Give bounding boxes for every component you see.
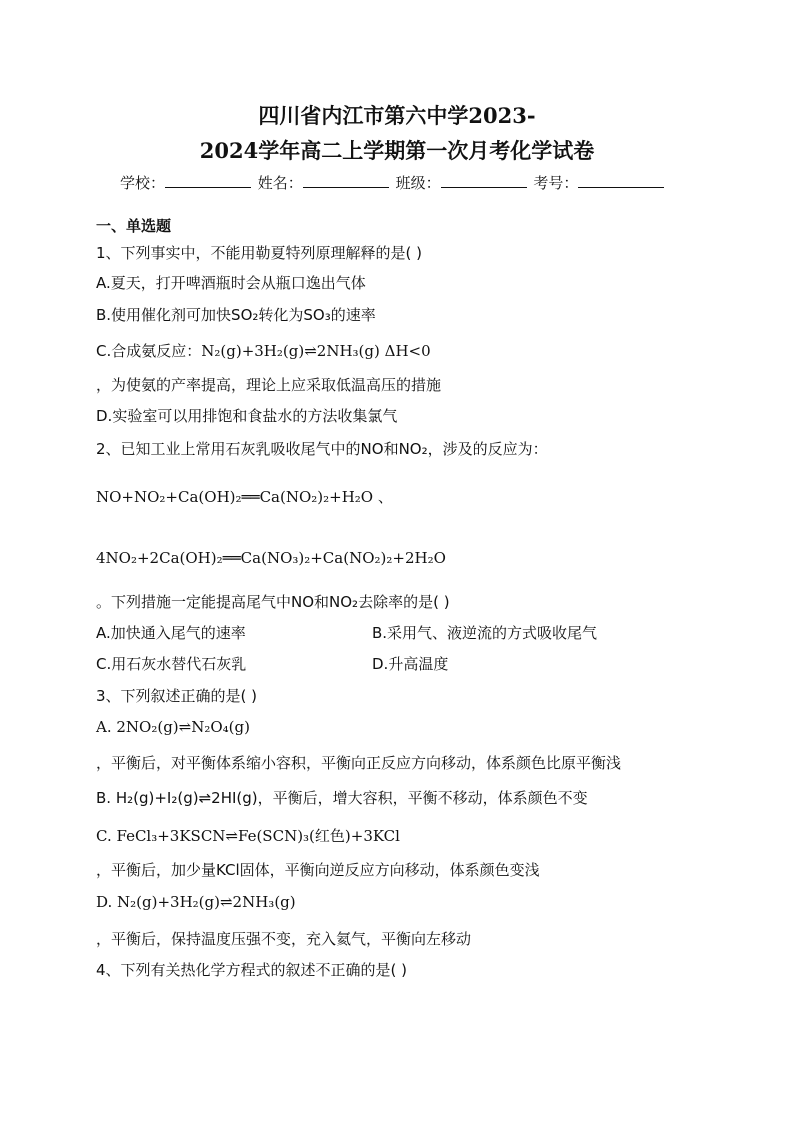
q2-stem: 2、已知工业上常用石灰乳吸收尾气中的NO和NO₂，涉及的反应为： <box>96 440 548 458</box>
section-heading: 一、单选题 <box>96 217 172 235</box>
q1-option-c-prefix: C.合成氨反应： <box>96 342 202 360</box>
student-info-line <box>120 172 680 193</box>
q1-option-a: A.夏天，打开啤酒瓶时会从瓶口逸出气体 <box>96 274 366 292</box>
q1-option-c-equation: N₂(g)+3H₂(g)⇌2NH₃(g) ΔH<0 <box>201 342 431 360</box>
q1-stem: 1、下列事实中，不能用勒夏特列原理解释的是( ) <box>96 244 423 262</box>
name-blank[interactable] <box>303 175 389 188</box>
q1-option-d: D.实验室可以用排饱和食盐水的方法收集氯气 <box>96 407 398 425</box>
exam-title-line1: 四川省内江市第六中学2023- <box>258 103 536 128</box>
q2-equation-2: 4NO₂+2Ca(OH)₂══Ca(NO₃)₂+Ca(NO₂)₂+2H₂O <box>96 549 446 567</box>
number-blank[interactable] <box>578 175 664 188</box>
q2-option-a: A.加快通入尾气的速率 <box>96 624 246 642</box>
q3-option-d-equation: D. N₂(g)+3H₂(g)⇌2NH₃(g) <box>96 893 296 911</box>
q1-option-c-continued: ，为使氨的产率提高，理论上应采取低温高压的措施 <box>96 376 442 394</box>
q3-option-c-continued: ，平衡后，加少量KCl固体，平衡向逆反应方向移动，体系颜色变浅 <box>96 861 540 879</box>
q4-stem: 4、下列有关热化学方程式的叙述不正确的是( ) <box>96 961 408 979</box>
q3-stem: 3、下列叙述正确的是( ) <box>96 687 258 705</box>
name-label: 姓名： <box>257 174 303 192</box>
q3-option-a-equation: A. 2NO₂(g)⇌N₂O₄(g) <box>96 718 250 736</box>
q2-option-d: D.升高温度 <box>372 655 449 673</box>
school-blank[interactable] <box>165 175 251 188</box>
exam-title-line2: 2024学年高二上学期第一次月考化学试卷 <box>199 138 595 163</box>
school-label: 学校： <box>120 174 166 192</box>
q2-ask: 。下列措施一定能提高尾气中NO和NO₂去除率的是( ) <box>96 593 450 611</box>
class-label: 班级： <box>395 174 441 192</box>
q1-option-b: B.使用催化剂可加快SO₂转化为SO₃的速率 <box>96 306 376 324</box>
number-label: 考号： <box>533 174 579 192</box>
q2-equation-1: NO+NO₂+Ca(OH)₂══Ca(NO₂)₂+H₂O 、 <box>96 488 393 506</box>
q2-option-c: C.用石灰水替代石灰乳 <box>96 655 247 673</box>
q3-option-a-continued: ，平衡后，对平衡体系缩小容积，平衡向正反应方向移动，体系颜色比原平衡浅 <box>96 754 622 772</box>
q3-option-b: B. H₂(g)+I₂(g)⇌2HI(g)，平衡后，增大容积，平衡不移动，体系颜色不变 <box>96 789 588 807</box>
q2-option-b: B.采用气、液逆流的方式吸收尾气 <box>372 624 598 642</box>
q3-option-c-equation: C. FeCl₃+3KSCN⇌Fe(SCN)₃(红色)+3KCl <box>96 827 400 845</box>
class-blank[interactable] <box>441 175 527 188</box>
q3-option-d-continued: ，平衡后，保持温度压强不变，充入氦气，平衡向左移动 <box>96 930 472 948</box>
q1-option-c <box>96 340 431 361</box>
